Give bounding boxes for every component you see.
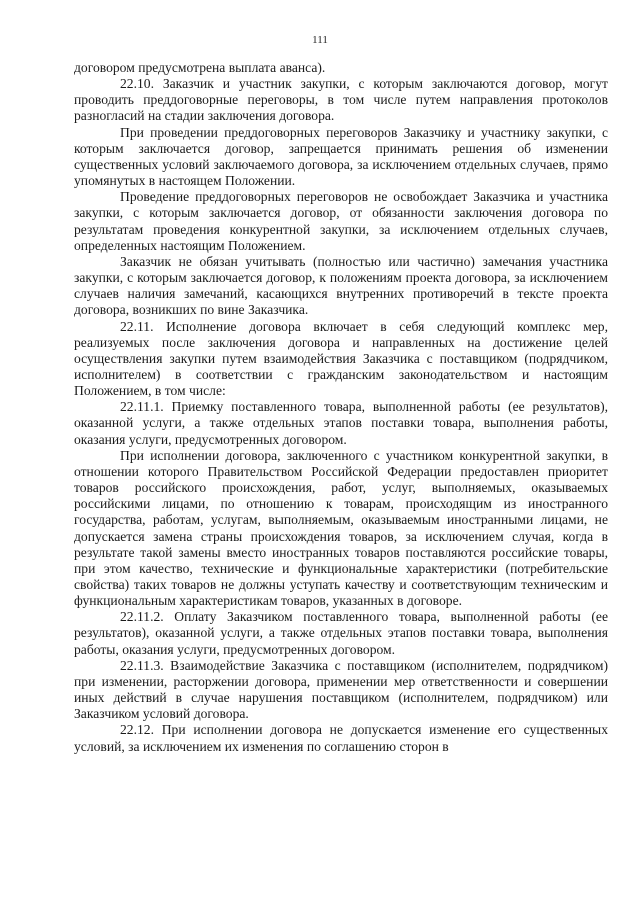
paragraph-p-22-12: 22.12. При исполнении договора не допускается изменение его существенных условий, за исключением их изменения по соглашению сторон в — [74, 722, 608, 754]
paragraph-p-22-11-1-b: При исполнении договора, заключенного с участником конкурентной закупки, в отношении которого Правительством Российской Федерации предоставлен приоритет товаров российского происхождения, работ, услуг, выполняемых, оказываемых российскими лицами, по отношению к товарам, происходящим из иностранного государства, работам, услугам, выполняемым, оказываемым иностранными лицами, не допускается замена страны происхождения товаров, за исключением случая, когда в результате такой замены вместо иностранных товаров поставляются российские товары, при этом качество, технические и функциональные характеристики (потребительские свойства) таких товаров не должны уступать качеству и соответствующим техническим и функциональным характеристикам товаров, указанных в договоре. — [74, 447, 608, 609]
paragraph-p-22-10: 22.10. Заказчик и участник закупки, с которым заключаются договор, могут проводить преддоговорные переговоры, в том числе путем направления протоколов разногласий на стадии заключения договора. — [74, 76, 608, 124]
page-number: 111 — [312, 34, 328, 46]
paragraph-p-22-11-1: 22.11.1. Приемку поставленного товара, выполненной работы (ее результатов), оказанной услуги, а также отдельных этапов поставки товара, выполнения работы, оказания услуги, предусмотренных договором. — [74, 399, 608, 447]
paragraph-p-22-11: 22.11. Исполнение договора включает в себя следующий комплекс мер, реализуемых после заключения договора и направленных на достижение целей осуществления закупки путем взаимодействия Заказчика с поставщиком (подрядчиком, исполнителем) в соответствии с гражданским законодательством и настоящим Положением, в том числе: — [74, 318, 608, 399]
paragraph-p-22-10-b: При проведении преддоговорных переговоров Заказчику и участнику закупки, с которым заключается договор, запрещается принимать решения об изменении существенных условий заключаемого договора, за исключением отдельных случаев, прямо упомянутых в настоящем Положении. — [74, 124, 608, 189]
paragraph-p-22-11-2: 22.11.2. Оплату Заказчиком поставленного товара, выполненной работы (ее результатов), оказанной услуги, а также отдельных этапов поставки товара, выполнения работы, оказания услуги, предусмотренных договором. — [74, 609, 608, 657]
paragraph-p-22-11-3: 22.11.3. Взаимодействие Заказчика с поставщиком (исполнителем, подрядчиком) при изменении, расторжении договора, применении мер ответственности и совершении иных действий в случае нарушения поставщиком (исполнителем, подрядчиком) или Заказчиком условий договора. — [74, 657, 608, 722]
paragraph-p-22-10-d: Заказчик не обязан учитывать (полностью или частично) замечания участника закупки, с которым заключается договор, к положениям проекта договора, за исключением случаев наличия замечаний, касающихся внутренних противоречий в тексте проекта договора, возникших по вине Заказчика. — [74, 253, 608, 318]
document-body — [74, 60, 608, 755]
paragraph-cont-prev: договором предусмотрена выплата аванса). — [74, 60, 326, 75]
paragraph-p-22-10-c: Проведение преддоговорных переговоров не освобождает Заказчика и участника закупки, с которым заключается договор, от обязанности заключения договора по результатам проведения конкурентной закупки, за исключением отдельных случаев, определенных настоящим Положением. — [74, 189, 608, 253]
